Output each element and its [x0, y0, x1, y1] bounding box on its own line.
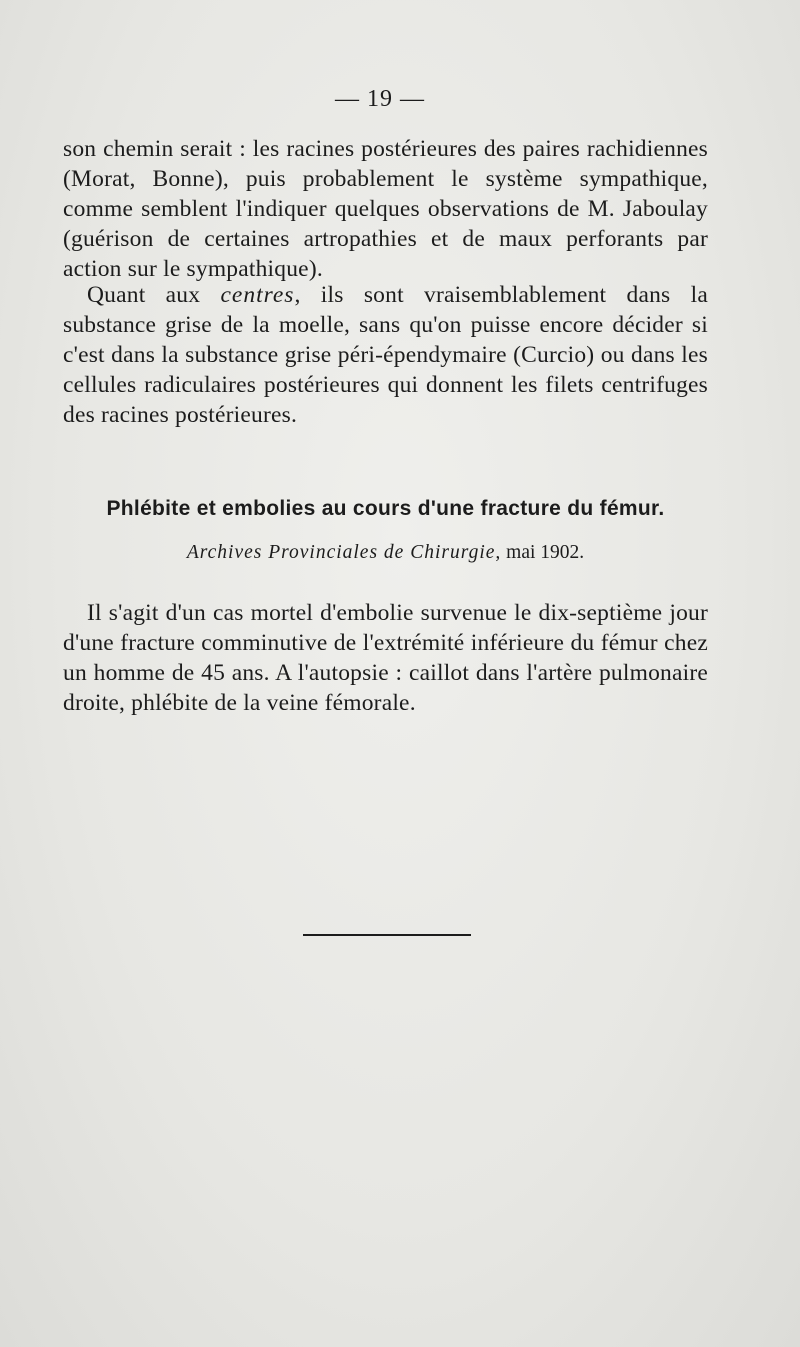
paragraph-continuation: son chemin serait : les racines postérieures des paires rachidiennes (Morat, Bonne), puis probablement le système sympathique, comme semblent l'indiquer quelques observations de M. Jaboulay (guérison de certaines artropathies et de maux perforants par action sur le sympathique). — [63, 136, 708, 282]
end-rule-divider — [303, 934, 471, 936]
source-citation — [63, 542, 708, 564]
paragraph-centres-rest: , ils sont vraisemblablement dans la substance grise de la moelle, sans qu'on puisse encore décider si c'est dans la substance grise péri-épendymaire (Curcio) ou dans les cellules radiculaires postérieures qui donnent les filets centrifuges des racines postérieures. — [63, 282, 708, 428]
paragraph-centres — [63, 280, 708, 430]
source-date: mai 1902. — [501, 542, 585, 563]
section-heading: Phlébite et embolies au cours d'une fracture du fémur. — [106, 497, 665, 520]
page-number: — 19 — — [335, 86, 425, 112]
paragraph-case-report: Il s'agit d'un cas mortel d'embolie survenue le dix-septième jour d'une fracture comminutive de l'extrémité inférieure du fémur chez un homme de 45 ans. A l'autopsie : caillot dans l'artère pulmonaire droite, phlébite de la veine fémorale. — [63, 600, 708, 716]
paragraph-centres-start: Quant aux — [87, 282, 221, 308]
source-journal: Archives Provinciales de Chirurgie, — [186, 542, 502, 563]
emphasis-centres: centres — [220, 282, 295, 308]
